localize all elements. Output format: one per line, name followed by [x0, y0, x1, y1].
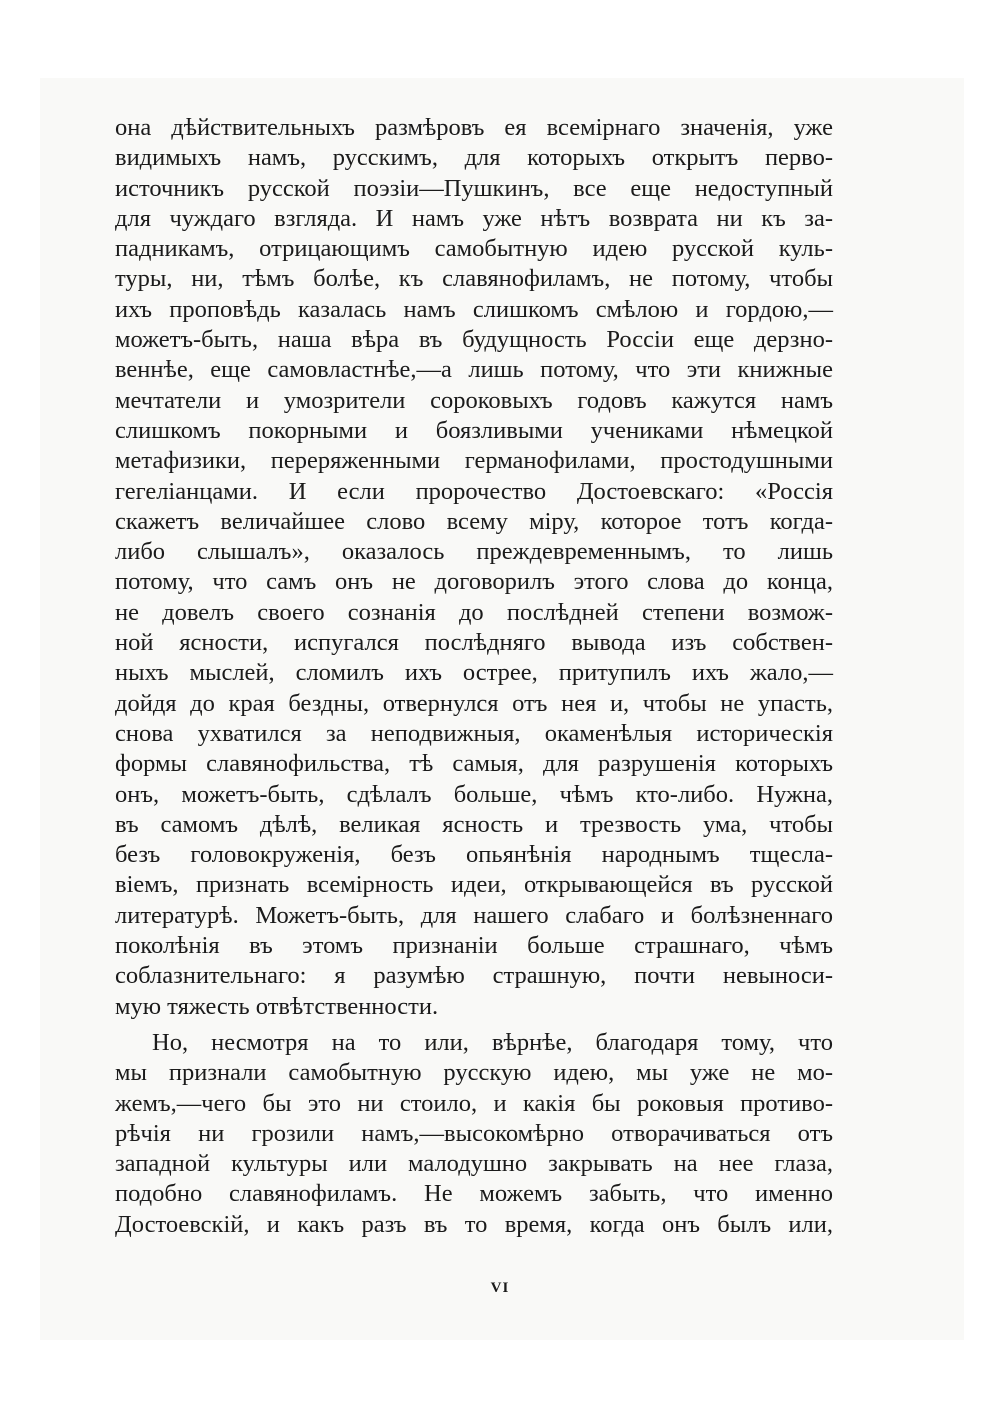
text-line: литературѣ. Можетъ-быть, для нашего слабаго и болѣзненнаго	[115, 901, 833, 929]
text-line: онъ, можетъ-быть, сдѣлалъ больше, чѣмъ кто-либо. Нужна,	[115, 780, 833, 808]
text-line: безъ головокруженія, безъ опьянѣнія народнымъ тщесла-	[115, 841, 833, 869]
text-line: падникамъ, отрицающимъ самобытную идею русской куль-	[115, 235, 833, 263]
text-line: мую тяжесть отвѣтственности.	[115, 992, 439, 1020]
text-line: потому, что самъ онъ не договорилъ этого слова до конца,	[115, 568, 833, 596]
text-line: метафизики, переряженными германофилами, простодушными	[115, 447, 833, 475]
text-line: въ самомъ дѣлѣ, великая ясность и трезвость ума, чтобы	[115, 810, 833, 838]
text-line: дойдя до края бездны, отвернулся отъ нея и, чтобы не упасть,	[115, 689, 833, 717]
text-line: скажетъ величайшее слово всему міру, которое тотъ когда-	[115, 507, 833, 535]
text-line: Достоевскій, и какъ разъ въ то время, когда онъ былъ или,	[115, 1210, 833, 1238]
text-line: поколѣнія въ этомъ признаніи больше страшнаго, чѣмъ	[115, 932, 833, 960]
text-line: Но, несмотря на то или, вѣрнѣе, благодаря тому, что	[152, 1028, 833, 1056]
paragraph-2	[115, 1028, 833, 1240]
text-line: можетъ-быть, наша вѣра въ будущность Россіи еще дерзно-	[115, 326, 833, 354]
text-line: источникъ русской поэзіи—Пушкинъ, все еще недоступный	[115, 174, 833, 202]
text-line: либо слышалъ», оказалось преждевременнымъ, то лишь	[115, 538, 833, 566]
text-line: ныхъ мыслей, сломилъ ихъ острее, притупилъ ихъ жало,—	[115, 659, 833, 687]
text-line: віемъ, признать всемірность идеи, открывающейся въ русской	[115, 871, 833, 899]
text-line: слишкомъ покорными и боязливыми учениками нѣмецкой	[115, 416, 833, 444]
text-line: жемъ,—чего бы это ни стоило, и какія бы роковыя противо-	[115, 1089, 833, 1117]
text-line: она дѣйствительныхъ размѣровъ ея всемірнаго значенія, уже	[115, 114, 833, 141]
paragraph-1	[115, 113, 833, 1022]
text-line: мы признали самобытную русскую идею, мы уже не мо-	[115, 1059, 833, 1087]
text-line: ной ясности, испугался послѣдняго вывода изъ собствен-	[115, 629, 833, 657]
text-line: туры, ни, тѣмъ болѣе, къ славянофиламъ, не потому, чтобы	[115, 265, 833, 293]
text-line: мечтатели и умозрители сороковыхъ годовъ кажутся намъ	[115, 386, 833, 414]
text-line: веннѣе, еще самовластнѣе,—а лишь потому, что эти книжные	[115, 356, 833, 384]
body-text	[115, 113, 833, 1240]
text-line: гегеліанцами. И если пророчество Достоевскаго: «Россія	[115, 477, 833, 505]
text-line: видимыхъ намъ, русскимъ, для которыхъ открытъ перво-	[115, 144, 833, 172]
text-line: не довелъ своего сознанія до послѣдней степени возмож-	[115, 598, 833, 626]
text-line: снова ухватился за неподвижныя, окаменѣлыя историческія	[115, 719, 833, 747]
text-line: для чуждаго взгляда. И намъ уже нѣтъ возврата ни къ за-	[115, 204, 833, 232]
page-number: VI	[490, 1280, 510, 1296]
text-line: подобно славянофиламъ. Не можемъ забыть, что именно	[115, 1180, 833, 1208]
text-line: соблазнительнаго: я разумѣю страшную, почти невыноси-	[115, 962, 833, 990]
text-line: ихъ проповѣдь казалась намъ слишкомъ смѣлою и гордою,—	[115, 295, 833, 323]
text-line: формы славянофильства, тѣ самыя, для разрушенія которыхъ	[115, 750, 833, 778]
text-line: западной культуры или малодушно закрывать на нее глаза,	[115, 1150, 833, 1178]
text-line: рѣчія ни грозили намъ,—высокомѣрно отворачиваться отъ	[115, 1119, 833, 1147]
